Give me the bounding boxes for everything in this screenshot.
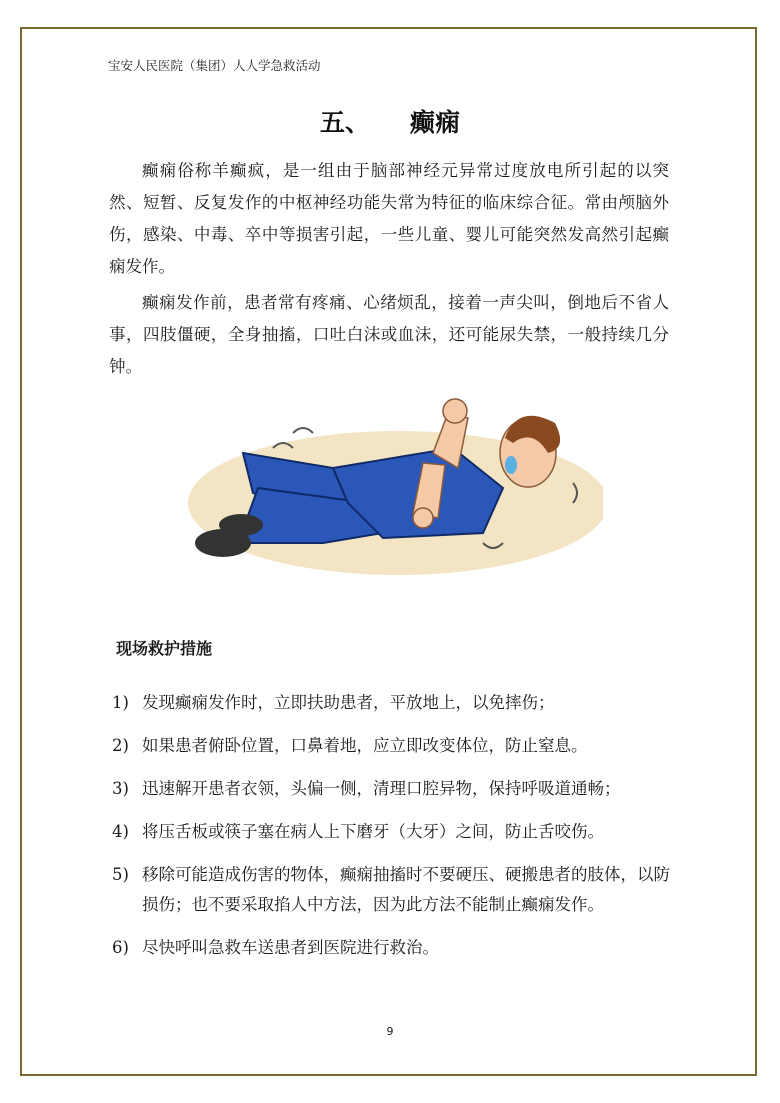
document-header: 宝安人民医院（集团）人人学急救活动 [108, 58, 321, 73]
first-aid-heading: 现场救护措施 [116, 639, 213, 658]
list-item: 2) 如果患者俯卧位置，口鼻着地，应立即改变体位，防止窒息。 [112, 736, 588, 755]
list-item: 6) 尽快呼叫急救车送患者到医院进行救治。 [112, 938, 439, 957]
section-title-text: 癫痫 [410, 108, 461, 137]
first-aid-steps [112, 688, 672, 976]
foam-icon [505, 456, 517, 474]
section-title [0, 103, 780, 139]
intro-paragraph: 癫痫俗称羊癫疯，是一组由于脑部神经元异常过度放电所引起的以突然、短暂、反复发作的中枢神经功能失常为特征的临床综合征。常由颅脑外伤，感染、中毒、卒中等损害引起，一些儿童、婴儿可能突然发高然引起癫痫发作。 [109, 161, 669, 276]
seizure-illustration [183, 393, 603, 593]
section-number: 五、 [319, 108, 370, 137]
list-item: 3) 迅速解开患者衣领，头偏一侧，清理口腔异物，保持呼吸道通畅； [112, 779, 621, 798]
page-number: 9 [386, 1025, 394, 1038]
list-item: 4) 将压舌板或筷子塞在病人上下磨牙（大牙）之间，防止舌咬伤。 [112, 822, 604, 841]
list-item: 1) 发现癫痫发作时，立即扶助患者，平放地上，以免摔伤； [112, 693, 555, 712]
symptom-paragraph: 癫痫发作前，患者常有疼痛、心绪烦乱，接着一声尖叫，倒地后不省人事，四肢僵硬，全身抽搐，口吐白沫或血沫，还可能尿失禁，一般持续几分钟。 [109, 293, 669, 376]
list-item: 5) 移除可能造成伤害的物体，癫痫抽搐时不要硬压、硬搬患者的肢体，以防损伤；也不要采取掐人中方法，因为此方法不能制止癫痫发作。 [112, 865, 670, 914]
